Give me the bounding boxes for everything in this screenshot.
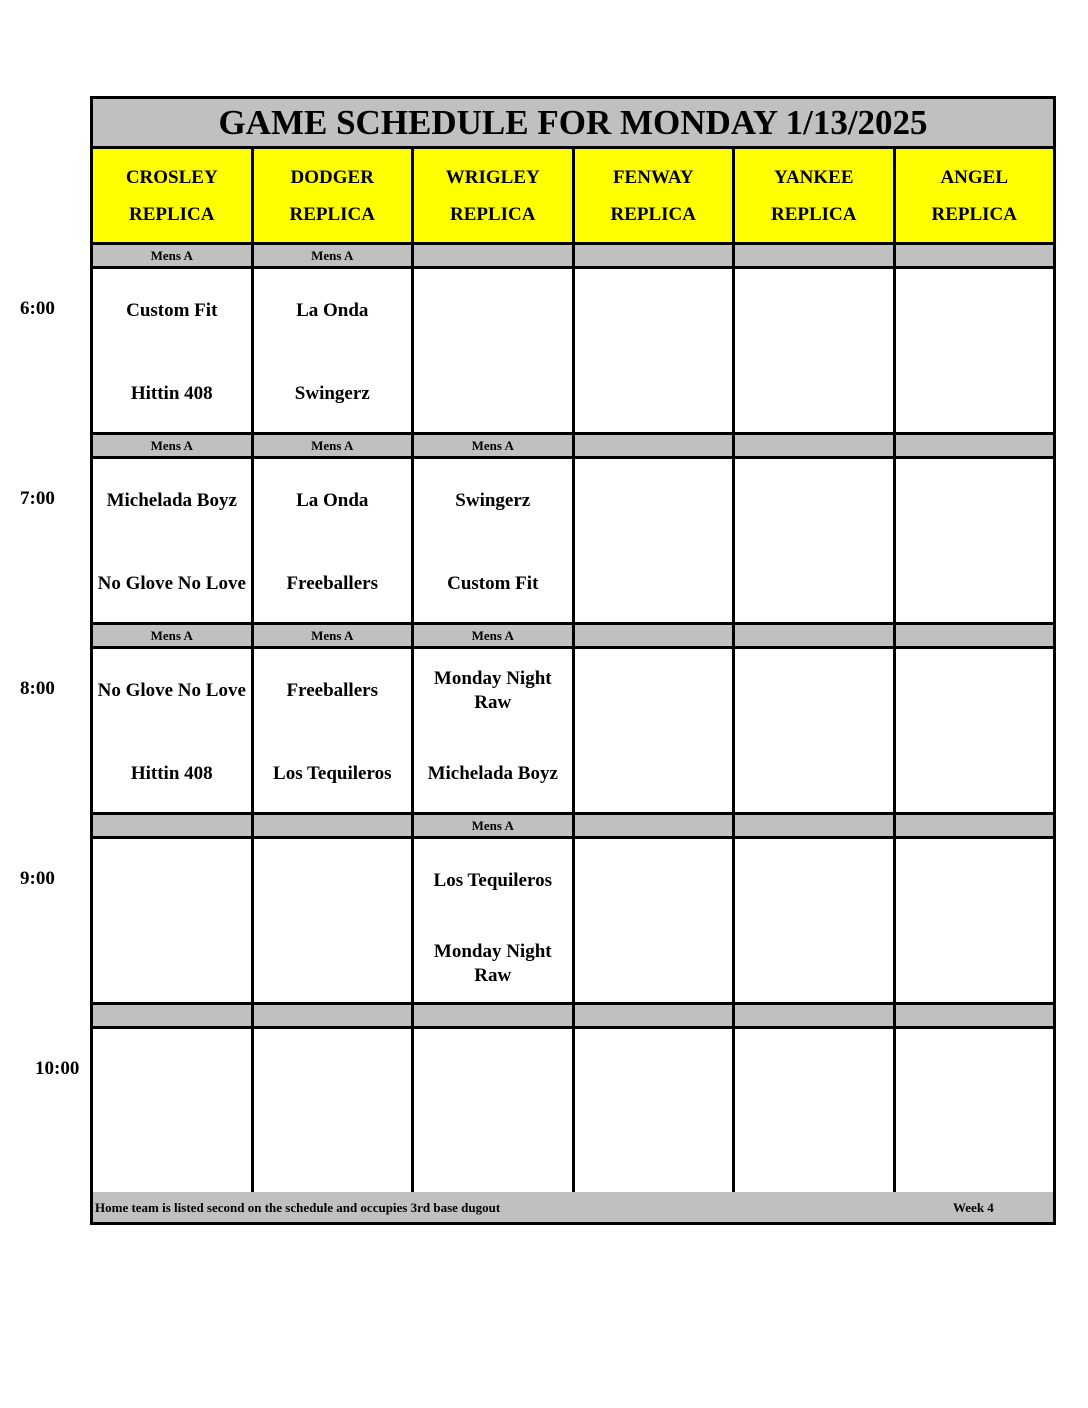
home-team [896,364,1054,424]
game-cell [93,459,254,622]
away-team [896,1041,1054,1101]
home-team [896,744,1054,804]
home-team [575,1124,733,1184]
game-cell [896,839,1054,1002]
home-team [735,554,893,614]
away-team [575,851,733,911]
field-sub: REPLICA [931,203,1017,225]
away-team [735,661,893,721]
division-label [735,435,896,456]
division-label [896,815,1054,836]
home-team [735,744,893,804]
division-label [575,815,736,836]
schedule-sheet [90,96,1056,1225]
game-cell [896,269,1054,432]
division-label [735,815,896,836]
away-team: Freeballers [286,680,378,701]
away-team: Monday Night Raw [433,668,552,713]
game-cell [575,459,736,622]
away-team [735,851,893,911]
home-team [896,554,1054,614]
home-team [575,554,733,614]
division-label-row [93,625,1053,649]
division-label: Mens A [414,435,575,456]
game-row [93,1029,1053,1195]
away-team [93,1041,251,1101]
field-name: CROSLEY [125,166,218,188]
away-team [896,281,1054,341]
away-team [735,1041,893,1101]
time-slot [93,245,1053,435]
game-cell [254,269,415,432]
game-cell [414,1029,575,1192]
field-sub: REPLICA [610,203,696,225]
home-team-note: Home team is listed second on the schedule and occupies 3rd base dugout [95,1200,501,1215]
field-header-yankee [735,149,896,242]
game-row [93,839,1053,1005]
away-team [575,1041,733,1101]
division-label: Mens A [93,625,254,646]
game-cell [254,649,415,812]
away-team [896,851,1054,911]
field-name: YANKEE [773,166,854,188]
division-label: Mens A [254,435,415,456]
field-sub: REPLICA [289,203,375,225]
division-label: Mens A [93,435,254,456]
home-team [735,1124,893,1184]
home-team [735,934,893,994]
away-team [414,281,572,341]
away-team [896,661,1054,721]
away-team: La Onda [296,300,369,321]
home-team [896,1124,1054,1184]
away-team [93,851,251,911]
game-cell [414,269,575,432]
time-label: 6:00 [20,298,55,319]
game-cell [93,649,254,812]
home-team: Freeballers [286,573,378,594]
field-sub: REPLICA [128,203,215,225]
division-label [575,435,736,456]
home-team [735,364,893,424]
away-team: Custom Fit [126,300,218,321]
game-cell [896,1029,1054,1192]
game-row [93,269,1053,435]
time-slot [93,1005,1053,1195]
field-sub: REPLICA [449,203,536,225]
home-team: Swingerz [294,383,370,404]
game-row [93,459,1053,625]
division-label-row [93,245,1053,269]
away-team [575,281,733,341]
field-name: DODGER [290,166,374,188]
home-team [254,934,412,994]
away-team [414,1041,572,1101]
game-cell [575,649,736,812]
home-team [93,934,251,994]
game-cell [735,1029,896,1192]
division-label [254,815,415,836]
game-cell [575,269,736,432]
game-cell [254,1029,415,1192]
division-label: Mens A [414,625,575,646]
home-team [575,744,733,804]
home-team: Los Tequileros [273,763,392,784]
game-cell [414,649,575,812]
home-team: Hittin 408 [130,383,213,404]
division-label [735,625,896,646]
home-team [896,934,1054,994]
division-label-row [93,435,1053,459]
away-team [575,661,733,721]
away-team: No Glove No Love [97,680,246,701]
division-label [414,1005,575,1026]
division-label [575,245,736,266]
field-header-row [93,149,1053,245]
division-label [575,1005,736,1026]
division-label [254,1005,415,1026]
field-sub: REPLICA [770,203,857,225]
away-team [575,471,733,531]
game-cell [735,839,896,1002]
game-cell [735,649,896,812]
home-team: Monday Night Raw [433,941,552,986]
schedule-title: GAME SCHEDULE FOR MONDAY 1/13/2025 [93,99,1053,149]
game-cell [93,1029,254,1192]
division-label [896,435,1054,456]
division-label-row [93,815,1053,839]
division-label [575,625,736,646]
away-team: La Onda [296,490,369,511]
time-slot [93,815,1053,1005]
division-label: Mens A [93,245,254,266]
game-cell [575,1029,736,1192]
game-row [93,649,1053,815]
division-label: Mens A [254,625,415,646]
home-team: Hittin 408 [130,763,213,784]
home-team [93,1124,251,1184]
game-cell [414,839,575,1002]
home-team [575,934,733,994]
game-cell [896,649,1054,812]
division-label [414,245,575,266]
game-cell [414,459,575,622]
division-label [93,1005,254,1026]
field-header-angel [896,149,1054,242]
away-team: Los Tequileros [433,870,552,891]
field-header-dodger [254,149,415,242]
field-name: FENWAY [612,166,694,188]
division-label [735,245,896,266]
home-team [414,364,572,424]
away-team [896,471,1054,531]
time-label: 10:00 [35,1058,80,1079]
time-slot [93,625,1053,815]
time-label: 8:00 [20,678,55,699]
away-team [735,281,893,341]
field-header-wrigley [414,149,575,242]
division-label: Mens A [254,245,415,266]
away-team: Michelada Boyz [106,490,237,511]
time-label: 7:00 [20,488,55,509]
game-cell [254,839,415,1002]
field-name: WRIGLEY [445,166,540,188]
division-label: Mens A [414,815,575,836]
away-team [254,1041,412,1101]
division-label [896,245,1054,266]
division-label [896,1005,1054,1026]
game-cell [735,459,896,622]
away-team: Swingerz [455,490,531,511]
division-label [93,815,254,836]
time-slot [93,435,1053,625]
away-team [254,851,412,911]
away-team [735,471,893,531]
home-team: Custom Fit [447,573,539,594]
home-team [414,1124,572,1184]
game-cell [93,839,254,1002]
division-label-row [93,1005,1053,1029]
field-header-fenway [575,149,736,242]
schedule-footer [93,1192,1053,1222]
game-cell [93,269,254,432]
game-cell [735,269,896,432]
field-name: ANGEL [940,166,1009,188]
home-team: Michelada Boyz [427,763,558,784]
game-cell [254,459,415,622]
time-label: 9:00 [20,868,55,889]
game-cell [575,839,736,1002]
home-team: No Glove No Love [97,573,246,594]
home-team [575,364,733,424]
week-label: Week 4 [953,1200,994,1215]
home-team [254,1124,412,1184]
division-label [735,1005,896,1026]
division-label [896,625,1054,646]
field-header-crosley [93,149,254,242]
game-cell [896,459,1054,622]
